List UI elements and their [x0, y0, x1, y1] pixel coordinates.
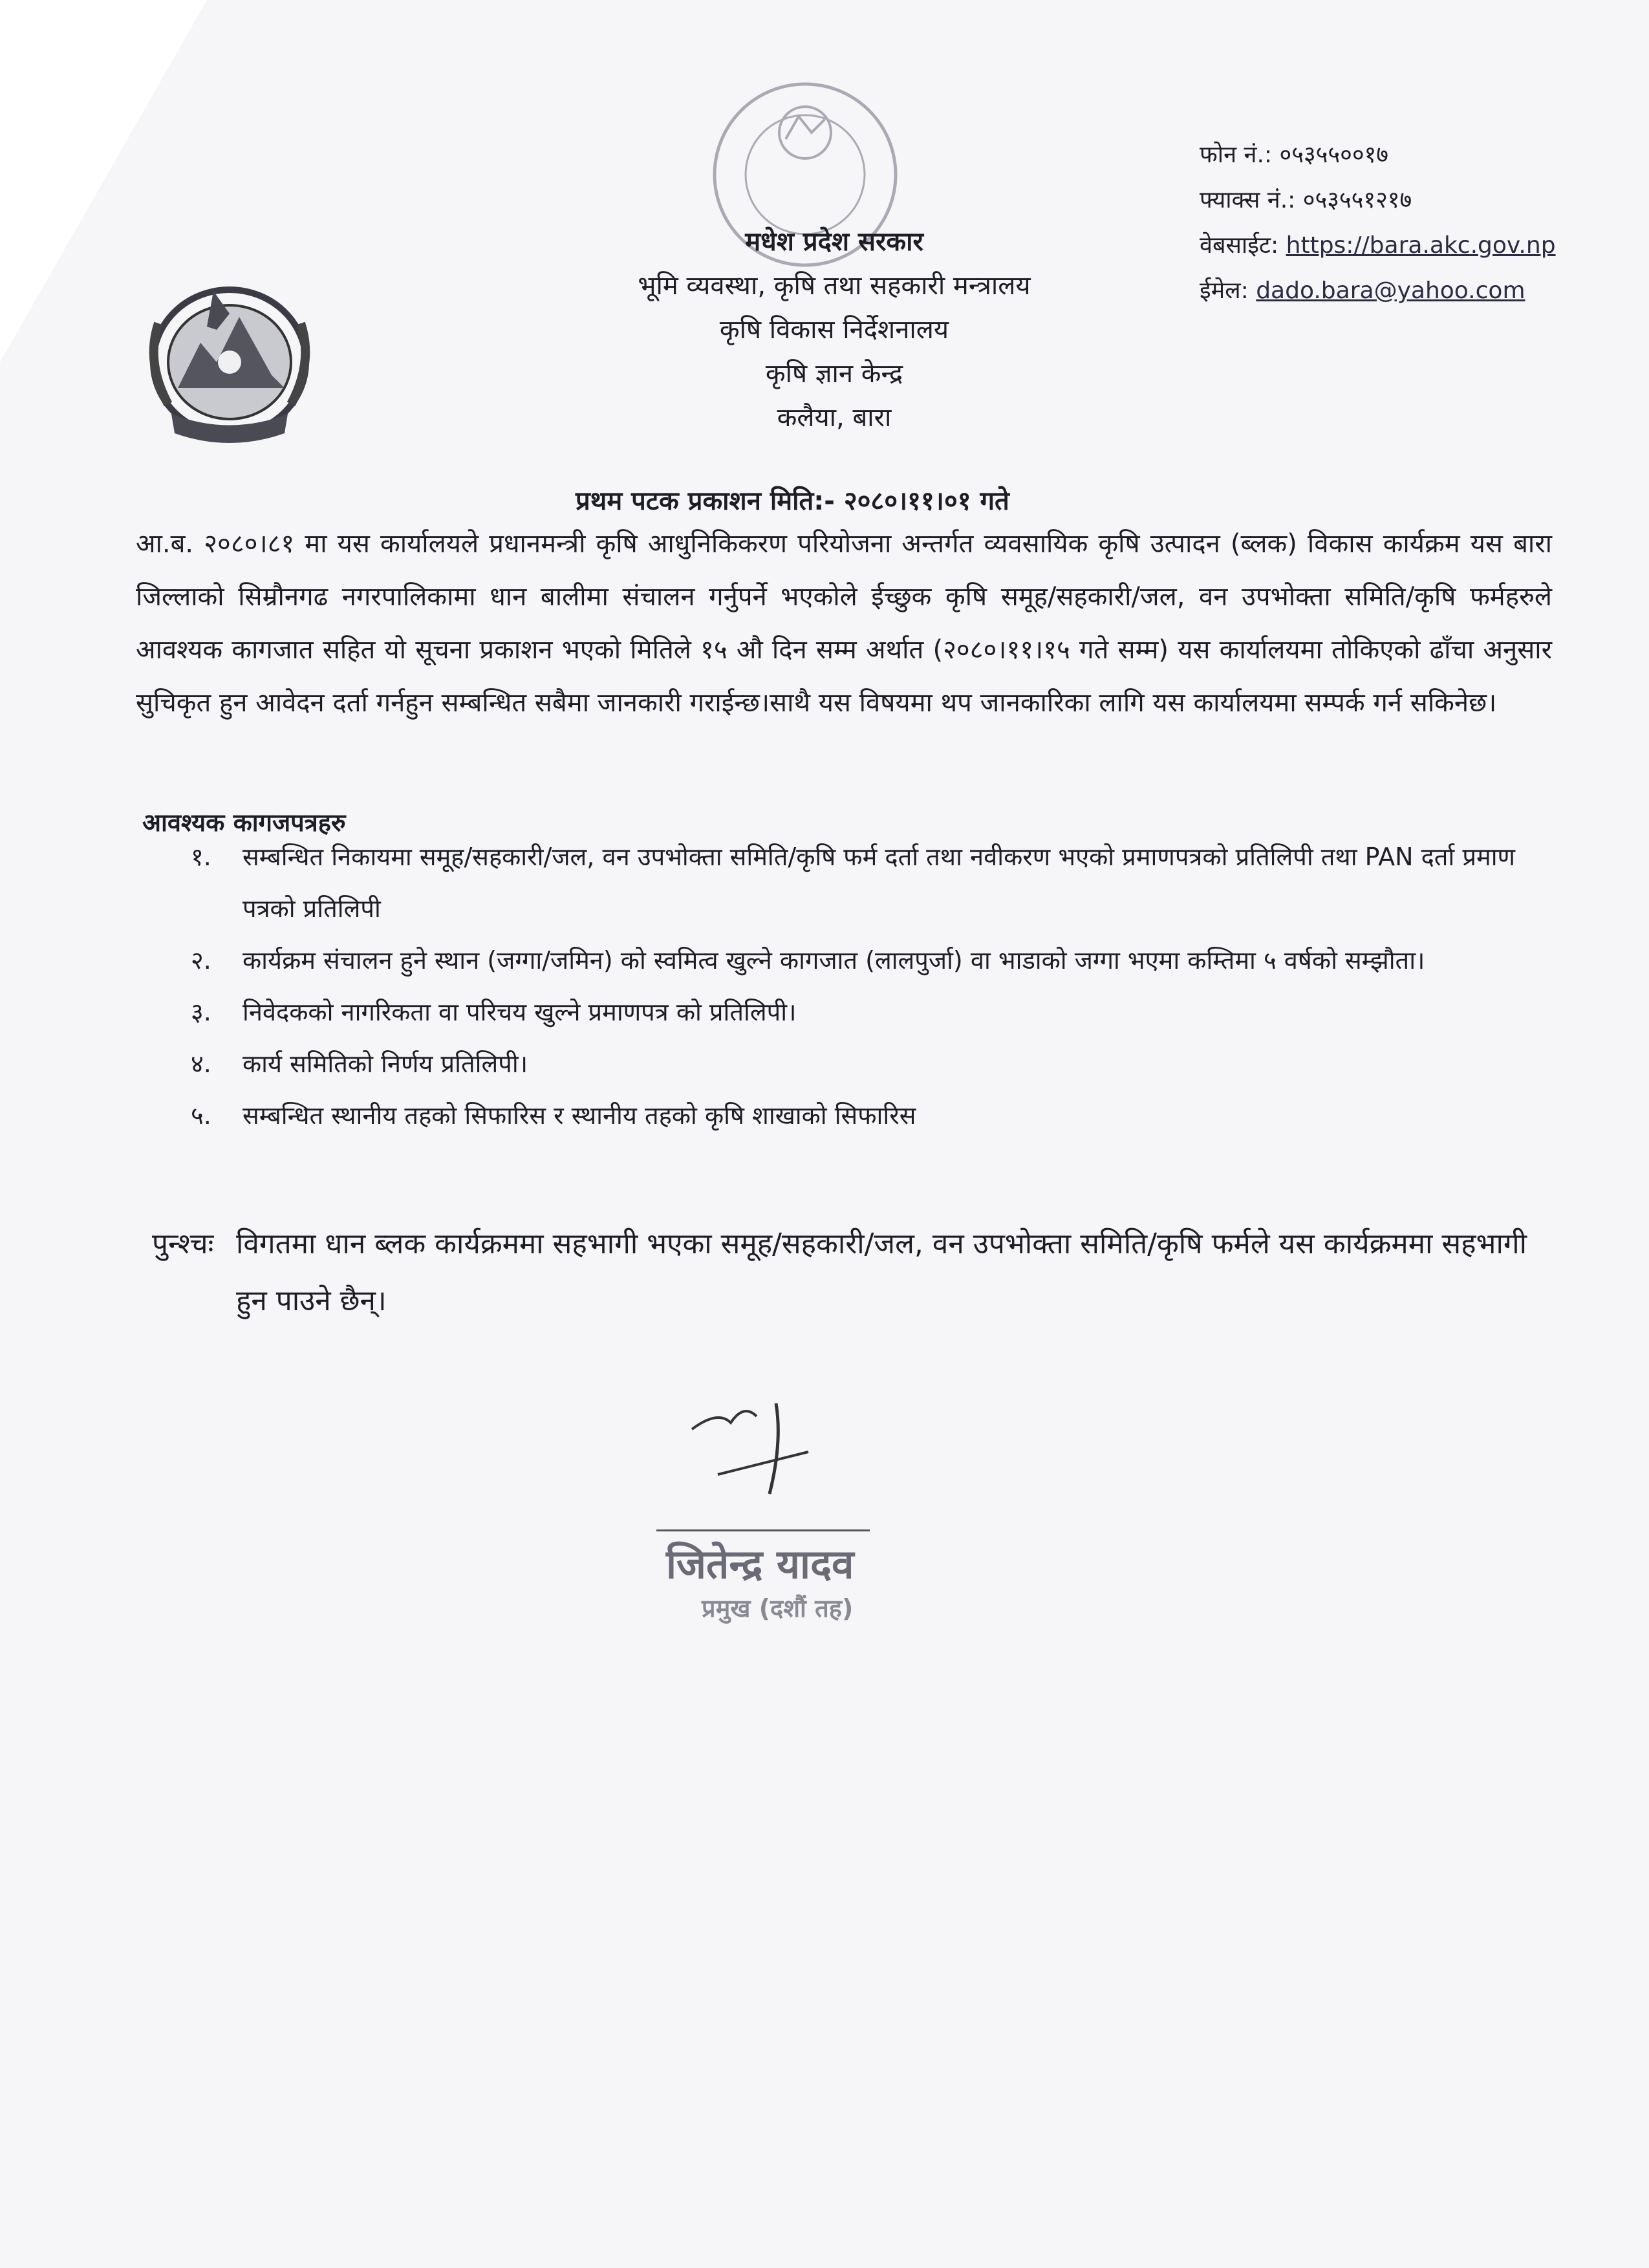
signature-icon	[679, 1390, 841, 1507]
list-item: ४. कार्य समितिको निर्णय प्रतिलिपी।	[191, 1050, 528, 1078]
email-label: ईमेल:	[1200, 277, 1249, 304]
postscript-label: पुन्श्चः	[152, 1227, 214, 1260]
header-ministry: भूमि व्यवस्था, कृषि तथा सहकारी मन्त्रालय	[638, 271, 1031, 301]
website-label: वेबसाईट:	[1200, 232, 1279, 259]
header-government: मधेश प्रदेश सरकार	[745, 227, 923, 257]
signatory-name: जितेन्द्र यादव	[666, 1540, 854, 1588]
fax-number: फ्याक्स नं.: ०५३५५१२१७	[1200, 187, 1412, 213]
nepal-emblem-icon	[133, 265, 327, 453]
header-location: कलैया, बारा	[777, 403, 892, 433]
list-item: २. कार्यक्रम संचालन हुने स्थान (जग्गा/जमिन) को स्वमित्व खुल्ने कागजात (लालपुर्जा) वा भाडाको जग्गा भएमा कम्तिमा ५ वर्षको सम्झौता।	[191, 946, 1425, 975]
list-item: ५. सम्बन्धित स्थानीय तहको सिफारिस र स्थानीय तहको कृषि शाखाको सिफारिस	[191, 1101, 916, 1130]
notice-body: आ.ब. २०८०।८१ मा यस कार्यालयले प्रधानमन्त्री कृषि आधुनिकिकरण परियोजना अन्तर्गत व्यवसायिक कृषि उत्पादन (ब्लक) विकास कार्यक्रम यस बारा जिल्लाको सिम्रौनगढ नगरपालिकामा धान बालीमा संचालन गर्नुपर्ने भएकोले ईच्छुक कृषि समूह/सहकारी/जल, वन उपभोक्ता समिति/कृषि फर्महरुले आवश्यक कागजात सहित यो सूचना प्रकाशन भएको मितिले १५ औ दिन सम्म अर्थात (२०८०।११।१५ गते सम्म) यस कार्यालयमा तोकिएको ढाँचा अनुसार सुचिकृत हुन आवेदन दर्ता गर्नहुन सम्बन्धित सबैमा जानकारी गराईन्छ।साथै यस विषयमा थप जानकारिका लागि यस कार्यालयमा सम्पर्क गर्न सकिनेछ।	[136, 529, 1552, 718]
list-item: ३. निवेदकको नागरिकता वा परिचय खुल्ने प्रमाणपत्र को प्रतिलिपी।	[191, 998, 797, 1026]
postscript-note	[152, 1216, 1555, 1330]
requirements-list	[191, 831, 1549, 1141]
header-center: कृषि ज्ञान केन्द्र	[765, 359, 903, 389]
email-link[interactable]: dado.bara@yahoo.com	[1256, 277, 1525, 304]
phone-number: फोन नं.: ०५३५५००१७	[1200, 142, 1388, 168]
requirements-title: आवश्यक कागजपत्रहरु	[142, 808, 346, 837]
website-link[interactable]: https://bara.akc.gov.np	[1286, 232, 1556, 259]
office-header	[517, 220, 1151, 440]
contact-block	[1200, 133, 1613, 314]
publication-date: प्रथम पटक प्रकाशन मिति:- २०८०।११।०१ गते	[576, 486, 1009, 516]
list-item: १. सम्बन्धित निकायमा समूह/सहकारी/जल, वन उपभोक्ता समिति/कृषि फर्म दर्ता तथा नवीकरण भएको प्रमाणपत्रको प्रतिलिपी तथा PAN दर्ता प्रमाण पत्रको प्रतिलिपी	[191, 843, 1516, 923]
signature-line	[656, 1529, 870, 1531]
header-directorate: कृषि विकास निर्देशनालय	[719, 315, 949, 345]
postscript-text: विगतमा धान ब्लक कार्यक्रममा सहभागी भएका समूह/सहकारी/जल, वन उपभोक्ता समिति/कृषि फर्मले यस कार्यक्रममा सहभागी हुन पाउने छैन्।	[236, 1227, 1527, 1317]
signatory-title: प्रमुख (दशौं तह)	[702, 1594, 854, 1623]
